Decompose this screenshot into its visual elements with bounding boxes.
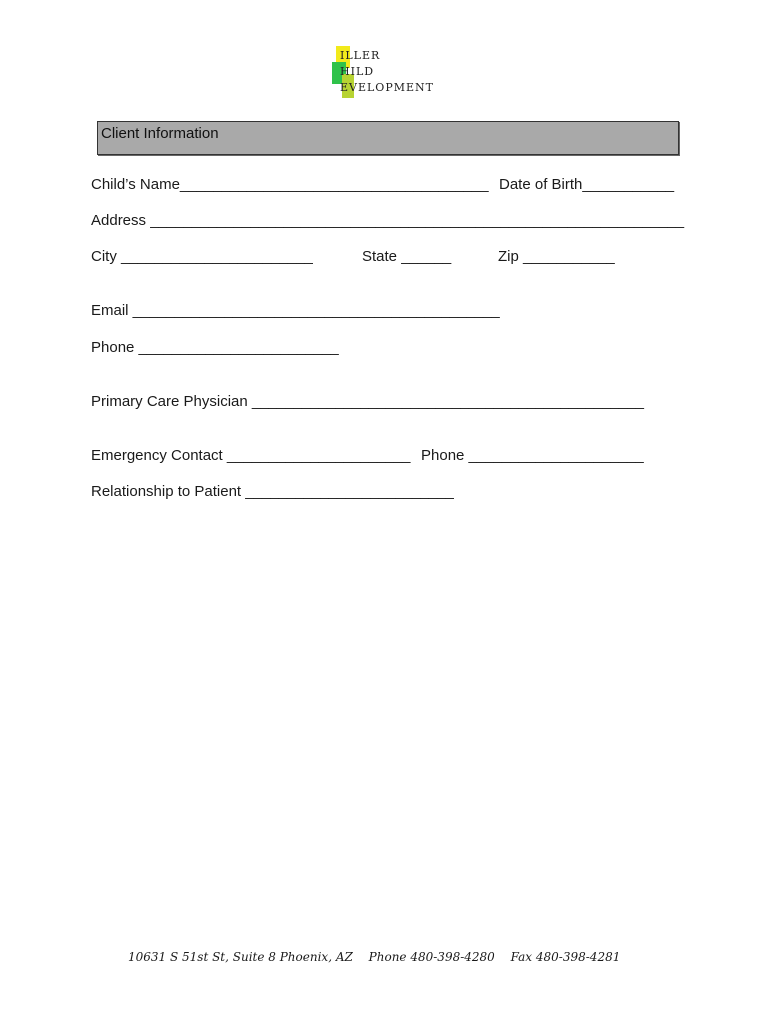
emergency-phone-field[interactable]: Phone _____________________ <box>421 447 644 464</box>
footer-phone: Phone 480-398-4280 <box>368 950 495 964</box>
relationship-to-patient-field[interactable]: Relationship to Patient _________________________ <box>91 483 454 500</box>
emergency-contact-field[interactable]: Emergency Contact ______________________ <box>91 447 411 464</box>
phone-field[interactable]: Phone ________________________ <box>91 339 339 356</box>
primary-care-physician-field[interactable]: Primary Care Physician _______________________________________________ <box>91 393 644 410</box>
email-field[interactable]: Email ____________________________________________ <box>91 302 500 319</box>
city-field[interactable]: City _______________________ <box>91 248 313 265</box>
zip-field[interactable]: Zip ___________ <box>498 248 615 265</box>
address-field[interactable]: Address ________________________________________________________________ <box>91 212 685 229</box>
section-title: Client Information <box>101 125 219 142</box>
footer-contact <box>128 950 632 964</box>
footer-address: 10631 S 51st St, Suite 8 Phoenix, AZ <box>128 950 353 964</box>
logo-line-3: EVELOPMENT <box>340 81 434 94</box>
state-field[interactable]: State ______ <box>362 248 452 265</box>
logo-line-1: ILLER <box>340 49 381 62</box>
date-of-birth-field[interactable]: Date of Birth___________ <box>499 176 675 193</box>
logo-line-2: HILD <box>340 65 375 78</box>
footer-fax: Fax 480-398-4281 <box>510 950 621 964</box>
child-name-field[interactable]: Child’s Name_____________________________________ <box>91 176 489 193</box>
company-logo <box>332 44 442 100</box>
client-information-header <box>97 121 679 155</box>
